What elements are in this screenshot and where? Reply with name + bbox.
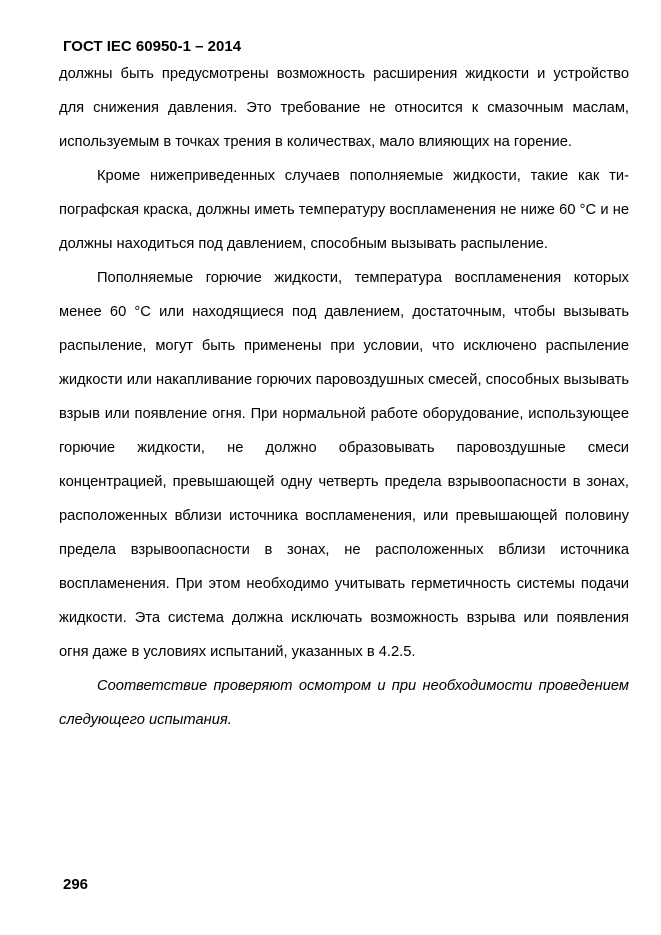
paragraph-flammable-liquids: Пополняемые горючие жидкости, температура воспламенения которых менее 60 °С или находящиеся под давлением, достаточным, чтобы вызывать распыление, могут быть применены при условии, что исключено распыление жидкости или накапливание горючих паровоздушных смесей, способных вызывать взрыв или появление огня. При нормальной работе оборудование, использующее горючие жидкости, не должно образовывать паровоздушные смеси концентрацией, превышающей одну четверть предела взрывоопасности в зонах, расположенных вблизи источника воспламенения, или превышающей половину предела взрывоопасности в зонах, не расположенных вблизи источника воспламенения. При этом необходимо учитывать герметичность системы подачи жидкости. Эта система должна исключать возможность взрыва или появления огня даже в условиях испытаний, указанных в 4.2.5. [59,270,629,660]
paragraph-compliance-check: Соответствие проверяют осмотром и при необходимости проведением следующего испытания. [59,678,629,728]
paragraph-continuation: должны быть предусмотрены возможность расширения жидкости и устройство для снижения давления. Это требование не относится к смазочным маслам, используемым в точках трения в количествах, мало влияющих на горение. [59,66,629,150]
body-text [59,57,629,737]
paragraph-refillable-liquids: Кроме нижеприведенных случаев пополняемые жидкости, такие как типографская краска, должны иметь температуру воспламенения не ниже 60 °С и не должны находиться под давлением, способным вызывать распыление. [59,168,629,252]
page-number: 296 [63,876,89,893]
page-header: ГОСТ IEC 60950-1 – 2014 [63,38,242,55]
